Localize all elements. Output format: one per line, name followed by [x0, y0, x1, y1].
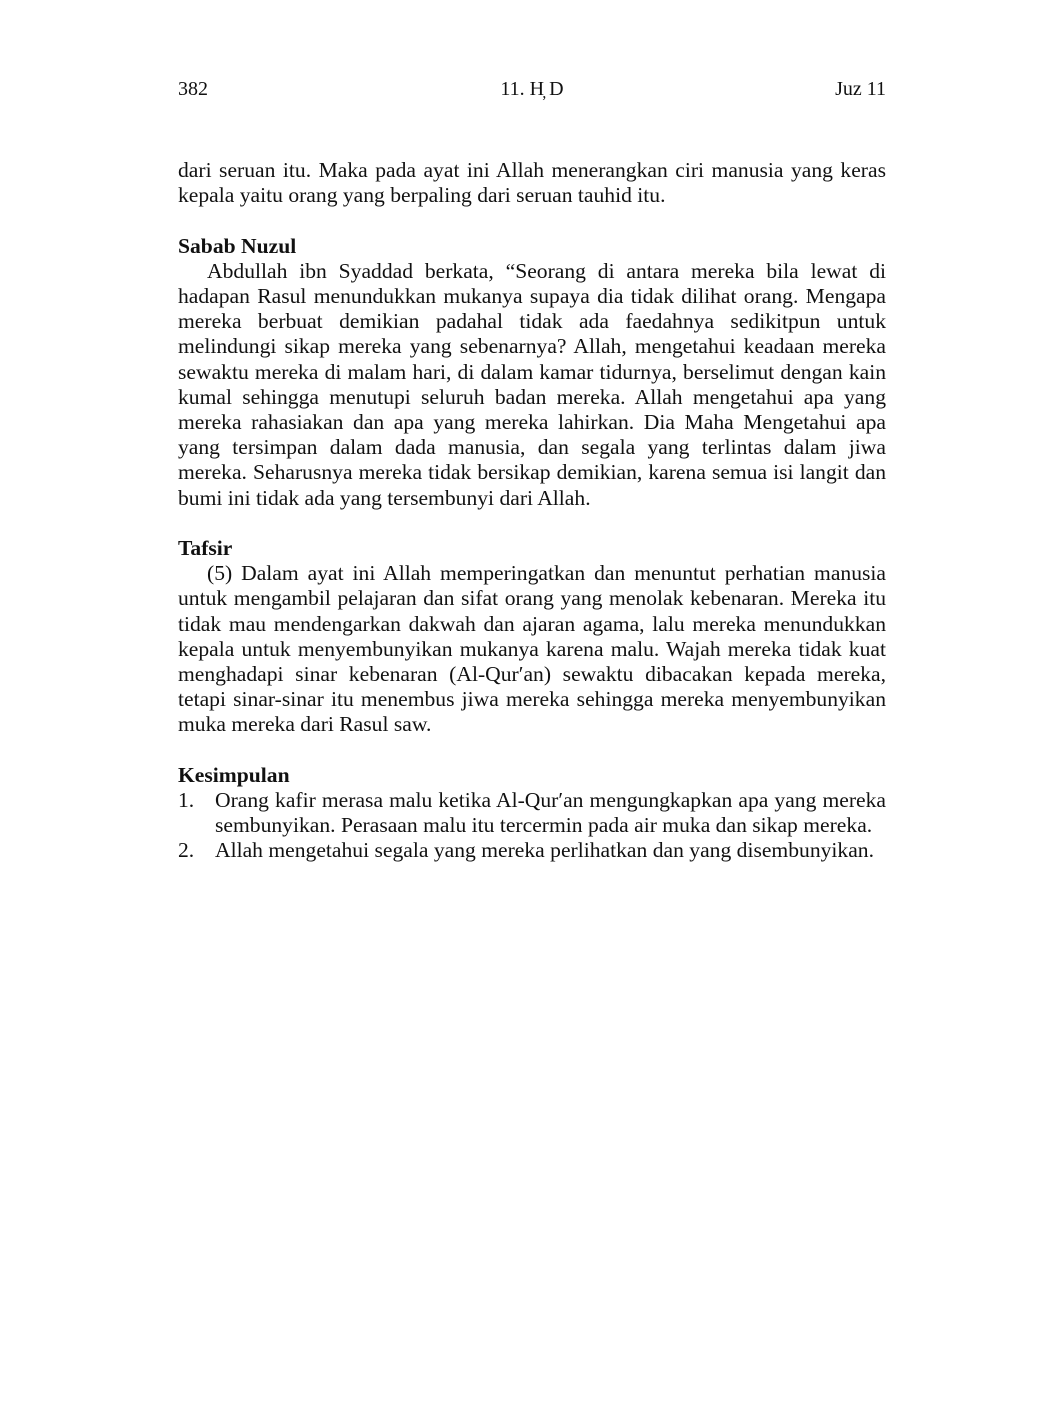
section-spacer: [178, 738, 886, 763]
section-spacer: [178, 511, 886, 536]
kesimpulan-list: [178, 788, 886, 864]
tafsir-heading: Tafsir: [178, 536, 233, 561]
list-item: [178, 838, 886, 863]
list-marker: 1.: [178, 788, 195, 813]
tafsir-paragraph: (5) Dalam ayat ini Allah memperingatkan dan menuntut perhatian manusia untuk mengambil pelajaran dan sifat orang yang menolak kebenaran. Mereka itu tidak mau mendengarkan dakwah dan ajaran agama, lalu mereka menundukkan kepala untuk menyembunyikan mukanya karena malu. Wajah mereka tidak kuat menghadapi sinar kebenaran (Al-Qur′an) sewaktu dibacakan kepada mereka, tetapi sinar-sinar itu menembus jiwa mereka sehingga mereka menyembunyikan muka mereka dari Rasul saw.: [178, 561, 886, 737]
sabab-nuzul-heading: Sabab Nuzul: [178, 233, 297, 258]
running-header: [178, 76, 886, 102]
list-marker: 2.: [178, 838, 195, 863]
surah-title: 11. H̦ D: [500, 78, 564, 100]
intro-paragraph: dari seruan itu. Maka pada ayat ini Allah menerangkan ciri manusia yang keras kepala yaitu orang yang berpaling dari seruan tauhid itu.: [178, 158, 886, 208]
list-item-text: Orang kafir merasa malu ketika Al-Qur′an mengungkapkan apa yang mereka sembunyikan. Perasaan malu itu tercermin pada air muka dan sikap mereka.: [215, 788, 886, 838]
sabab-nuzul-paragraph: Abdullah ibn Syaddad berkata, “Seorang di antara mereka bila lewat di hadapan Rasul menundukkan mukanya supaya dia tidak dilihat orang. Mengapa mereka berbuat demikian padahal tidak ada faedahnya sedikitpun untuk melindungi sikap mereka yang sebenarnya? Allah, mengetahui keadaan mereka sewaktu mereka di malam hari, di dalam kamar tidurnya, berselimut dengan kain kumal sehingga menutupi seluruh badan mereka. Allah mengetahui apa yang mereka rahasiakan dan apa yang mereka lahirkan. Dia Maha Mengetahui apa yang tersimpan dalam dada manusia, dan segala yang terlintas dalam jiwa mereka. Seharusnya mereka tidak bersikap demikian, karena semua isi langit dan bumi ini tidak ada yang tersembunyi dari Allah.: [178, 258, 886, 510]
juz-label: Juz 11: [835, 78, 886, 100]
section-spacer: [178, 208, 886, 233]
page-body: [178, 158, 886, 864]
kesimpulan-heading: Kesimpulan: [178, 762, 290, 787]
list-item-text: Allah mengetahui segala yang mereka perlihatkan dan yang disembunyikan.: [215, 838, 874, 863]
page-number: 382: [178, 78, 208, 100]
list-item: [178, 788, 886, 838]
